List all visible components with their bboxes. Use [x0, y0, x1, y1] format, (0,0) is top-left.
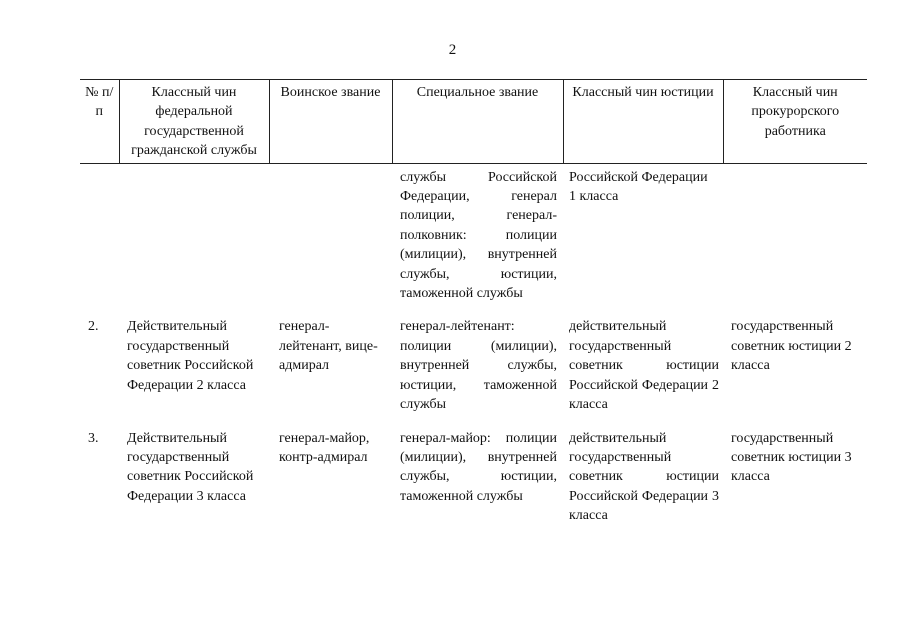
table-cell-number: 2. [88, 319, 99, 335]
table-cell [269, 163, 392, 317]
table-cell-special: генерал-майор: полиции (милиции), внутренней службы, юстиции, таможенной службы [400, 430, 557, 504]
header-special-rank: Специальное звание [392, 80, 563, 164]
table-cell-military: генерал-майор, контр-адмирал [279, 430, 370, 465]
table-cell-justice: Российской Федерации 1 класса [569, 169, 708, 205]
header-civil-rank: Классный чин федеральной государственной гражданской службы [119, 80, 269, 164]
header-military-rank: Воинское звание [269, 80, 392, 164]
table-row [80, 317, 867, 428]
header-number: № п/п [80, 80, 119, 164]
table-cell [119, 163, 269, 317]
header-prosecutor-rank: Классный чин прокурорского работника [723, 80, 867, 164]
table-cell-special: службы Российской Федерации, генерал полиции, генерал-полковник: полиции (милиции), внутренней службы, юстиции, таможенной службы [400, 169, 557, 302]
table-cell-military: генерал-лейтенант, вице-адмирал [279, 319, 378, 374]
page-number: 2 [448, 42, 457, 58]
table-cell [723, 163, 867, 317]
table-cell-civil: Действительный государственный советник Российской Федерации 2 класса [127, 319, 254, 393]
header-justice-rank: Классный чин юстиции [563, 80, 723, 164]
table-row-continuation [80, 163, 867, 317]
table-cell-prosecutor: государственный советник юстиции 2 класса [731, 319, 852, 374]
table-cell-civil: Действительный государственный советник Российской Федерации 3 класса [127, 430, 254, 504]
table-cell-justice: действительный государственный советник юстиции Российской Федерации 3 класса [569, 430, 719, 524]
ranks-table [80, 79, 867, 540]
table-header-row [80, 80, 867, 164]
table-cell-prosecutor: государственный советник юстиции 3 класса [731, 430, 852, 485]
table-row [80, 429, 867, 540]
table-cell [80, 163, 119, 317]
table-cell-justice: действительный государственный советник юстиции Российской Федерации 2 класса [569, 319, 719, 413]
table-cell-special: генерал-лейтенант: полиции (милиции), внутренней службы, юстиции, таможенной службы [400, 319, 557, 413]
table-cell-number: 3. [88, 430, 99, 446]
